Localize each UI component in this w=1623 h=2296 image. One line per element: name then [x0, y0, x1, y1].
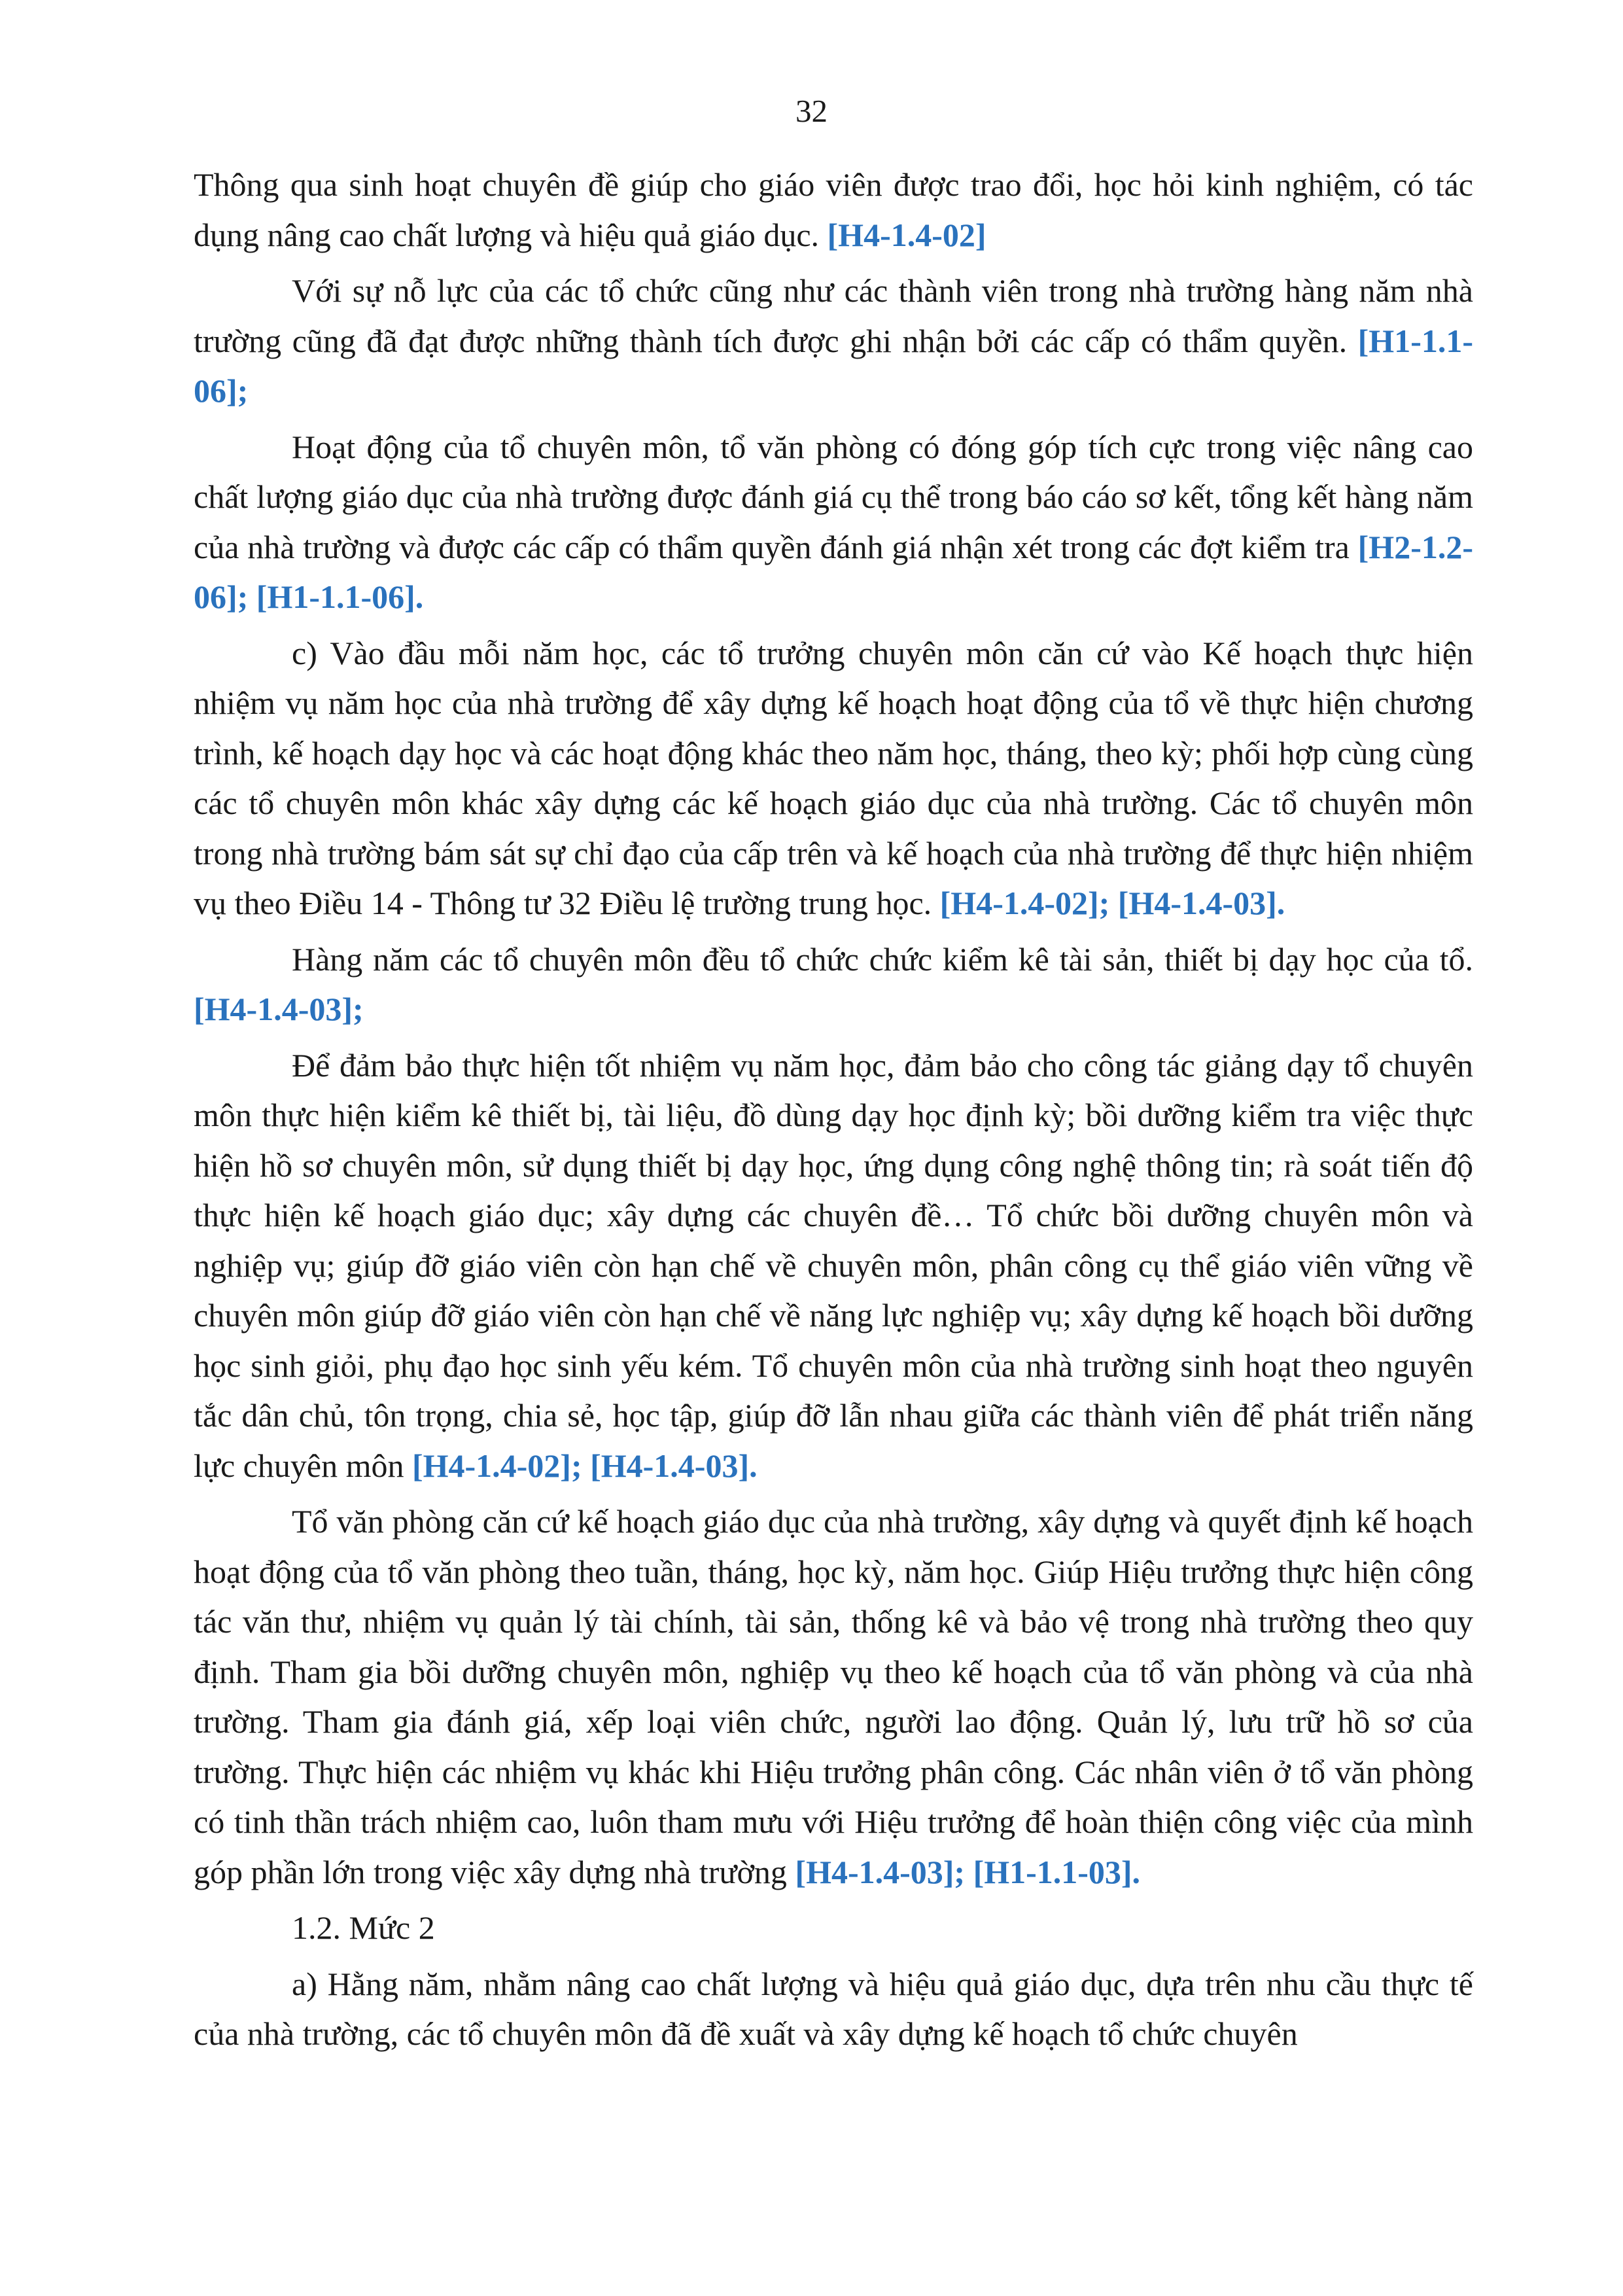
evidence-reference: [H4-1.4-02]: [827, 216, 986, 253]
paragraph-text: c) Vào đầu mỗi năm học, các tổ trưởng chuyên môn căn cứ vào Kế hoạch thực hiện nhiệm vụ năm học của nhà trường để xây dựng kế hoạch hoạt động của tổ về thực hiện chương trình, kế hoạch dạy học và các hoạt động khác theo năm học, tháng, theo kỳ; phối hợp cùng cùng các tổ chuyên môn khác xây dựng các kế hoạch giáo dục của nhà trường. Các tổ chuyên môn trong nhà trường bám sát sự chỉ đạo của cấp trên và kế hoạch của nhà trường để thực hiện nhiệm vụ theo Điều 14 - Thông tư 32 Điều lệ trường trung học.: [194, 634, 1473, 921]
evidence-reference: [H1-1.1-06];: [194, 322, 1473, 409]
paragraph-text: Để đảm bảo thực hiện tốt nhiệm vụ năm học, đảm bảo cho công tác giảng dạy tổ chuyên môn thực hiện kiểm kê thiết bị, tài liệu, đồ dùng dạy học định kỳ; bồi dưỡng kiểm tra việc thực hiện hồ sơ chuyên môn, sử dụng thiết bị dạy học, ứng dụng công nghệ thông tin; rà soát tiến độ thực hiện kế hoạch giáo dục; xây dựng các chuyên đề… Tổ chức bồi dưỡng chuyên môn và nghiệp vụ; giúp đỡ giáo viên còn hạn chế về chuyên môn, phân công cụ thể giáo viên vững về chuyên môn giúp đỡ giáo viên còn hạn chế về năng lực nghiệp vụ; xây dựng kế hoạch bồi dưỡng học sinh giỏi, phụ đạo học sinh yếu kém. Tổ chuyên môn của nhà trường sinh hoạt theo nguyên tắc dân chủ, tôn trọng, chia sẻ, học tập, giúp đỡ lẫn nhau giữa các thành viên để phát triển năng lực chuyên môn: [194, 1046, 1473, 1484]
evidence-reference: [H4-1.4-03];: [194, 991, 364, 1027]
paragraph-text: Hàng năm các tổ chuyên môn đều tổ chức chức kiểm kê tài sản, thiết bị dạy học của tổ.: [292, 940, 1473, 978]
paragraph-text: Thông qua sinh hoạt chuyên đề giúp cho giáo viên được trao đổi, học hỏi kinh nghiệm, có tác dụng nâng cao chất lượng và hiệu quả giáo dục.: [194, 166, 1473, 253]
paragraph-4: [194, 628, 1473, 928]
evidence-reference: [H2-1.2-06]; [H1-1.1-06].: [194, 528, 1473, 615]
paragraph-text: 1.2. Mức 2: [292, 1909, 435, 1946]
paragraph-8: [194, 1959, 1473, 2059]
paragraph-7: [194, 1496, 1473, 1897]
paragraph-text: a) Hằng năm, nhằm nâng cao chất lượng và hiệu quả giáo dục, dựa trên nhu cầu thực tế của nhà trường, các tổ chuyên môn đã đề xuất và xây dựng kế hoạch tổ chức chuyên: [194, 1965, 1473, 2052]
section-heading-level-2: [194, 1903, 1473, 1953]
evidence-reference: [H4-1.4-03]; [H1-1.1-03].: [795, 1853, 1141, 1890]
document-body: [194, 160, 1473, 2065]
paragraph-3: [194, 422, 1473, 622]
page-number: 32: [795, 93, 828, 129]
evidence-reference: [H4-1.4-02]; [H4-1.4-03].: [411, 1447, 758, 1484]
paragraph-1: [194, 160, 1473, 260]
paragraph-6: [194, 1040, 1473, 1491]
paragraph-text: Tổ văn phòng căn cứ kế hoạch giáo dục của nhà trường, xây dựng và quyết định kế hoạch hoạt động của tổ văn phòng theo tuần, tháng, học kỳ, năm học. Giúp Hiệu trưởng thực hiện công tác văn thư, nhiệm vụ quản lý tài chính, tài sản, thống kê và bảo vệ trong nhà trường theo quy định. Tham gia bồi dưỡng chuyên môn, nghiệp vụ theo kế hoạch của tổ văn phòng và của nhà trường. Tham gia đánh giá, xếp loại viên chức, người lao động. Quản lý, lưu trữ hồ sơ của trường. Thực hiện các nhiệm vụ khác khi Hiệu trưởng phân công. Các nhân viên ở tổ văn phòng có tinh thần trách nhiệm cao, luôn tham mưu với Hiệu trưởng để hoàn thiện công việc của mình góp phần lớn trong việc xây dựng nhà trường: [194, 1503, 1473, 1890]
paragraph-text: Với sự nỗ lực của các tổ chức cũng như các thành viên trong nhà trường hàng năm nhà trường cũng đã đạt được những thành tích được ghi nhận bởi các cấp có thẩm quyền.: [194, 272, 1473, 359]
paragraph-text: Hoạt động của tổ chuyên môn, tổ văn phòng có đóng góp tích cực trong việc nâng cao chất lượng giáo dục của nhà trường được đánh giá cụ thể trong báo cáo sơ kết, tổng kết hàng năm của nhà trường và được các cấp có thẩm quyền đánh giá nhận xét trong các đợt kiểm tra: [194, 428, 1473, 565]
evidence-reference: [H4-1.4-02]; [H4-1.4-03].: [939, 885, 1285, 921]
paragraph-5: [194, 934, 1473, 1034]
paragraph-2: [194, 266, 1473, 416]
